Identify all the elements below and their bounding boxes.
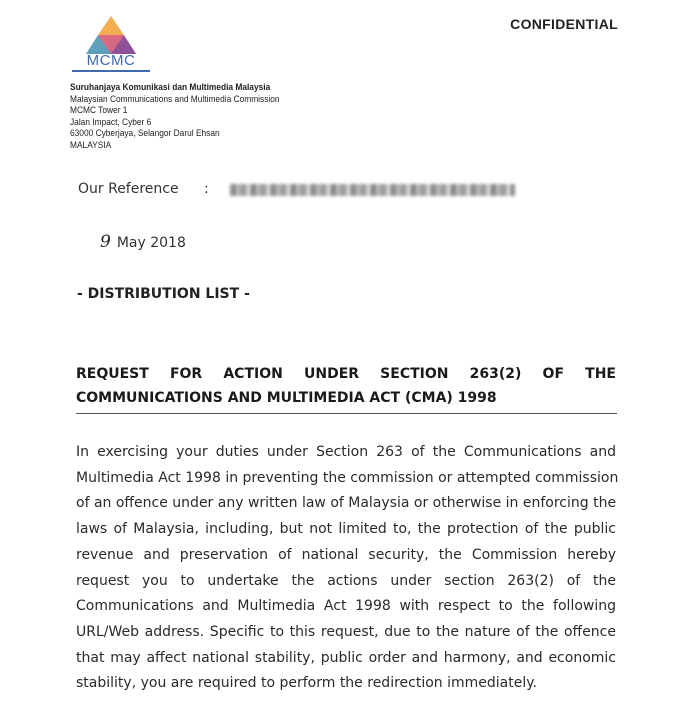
distribution-list-heading: - DISTRIBUTION LIST - xyxy=(77,286,250,302)
address-line: MCMC Tower 1 xyxy=(70,105,128,117)
body-line: In exercising your duties under Section 263 of the Communications and xyxy=(76,444,616,460)
logo-wordmark: MCMC xyxy=(86,52,136,69)
body-line: Communications and Multimedia Act 1998 with respect to the following xyxy=(76,598,616,615)
date-day-handwritten: 9 xyxy=(100,232,111,252)
letter-date xyxy=(100,232,186,252)
body-paragraph xyxy=(76,440,619,697)
classification-label: CONFIDENTIAL xyxy=(510,16,618,32)
reference-separator: : xyxy=(204,181,209,197)
body-line: laws of Malaysia, including, but not limited to, the protection of the public xyxy=(76,521,616,538)
subject-line-1: REQUEST FOR ACTION UNDER SECTION 263(2) OF THE xyxy=(76,366,616,382)
sender-address xyxy=(70,82,280,152)
body-line: Multimedia Act 1998 in preventing the commission or attempted commission xyxy=(76,469,619,486)
logo-underline xyxy=(72,70,150,72)
body-line: URL/Web address. Specific to this request, due to the nature of the offence xyxy=(76,623,616,640)
org-name-english: Malaysian Communications and Multimedia Commission xyxy=(70,93,280,105)
mcmc-logo xyxy=(70,14,152,74)
body-line: stability, you are required to perform the redirection immediately. xyxy=(76,675,537,692)
date-month-year: May 2018 xyxy=(116,235,186,251)
address-country: MALAYSIA xyxy=(70,139,112,151)
org-name-malay: Suruhanjaya Komunikasi dan Multimedia Malaysia xyxy=(70,82,271,93)
subject-divider xyxy=(76,413,617,414)
address-line: 63000 Cyberjaya, Selangor Darul Ehsan xyxy=(70,128,220,140)
subject-line-2: COMMUNICATIONS AND MULTIMEDIA ACT (CMA) 1998 xyxy=(76,390,497,406)
reference-label: Our Reference xyxy=(78,181,179,197)
reference-row xyxy=(78,181,209,197)
address-line: Jalan Impact, Cyber 6 xyxy=(70,116,152,128)
body-line: that may affect national stability, public order and harmony, and economic xyxy=(76,649,616,666)
redacted-reference-number xyxy=(230,184,515,196)
body-line: revenue and preservation of national security, the Commission hereby xyxy=(76,546,616,563)
mcmc-logo-icon xyxy=(84,14,138,56)
body-line: request you to undertake the actions under section 263(2) of the xyxy=(76,572,616,589)
body-line: of an offence under any written law of Malaysia or otherwise in enforcing the xyxy=(76,495,617,512)
